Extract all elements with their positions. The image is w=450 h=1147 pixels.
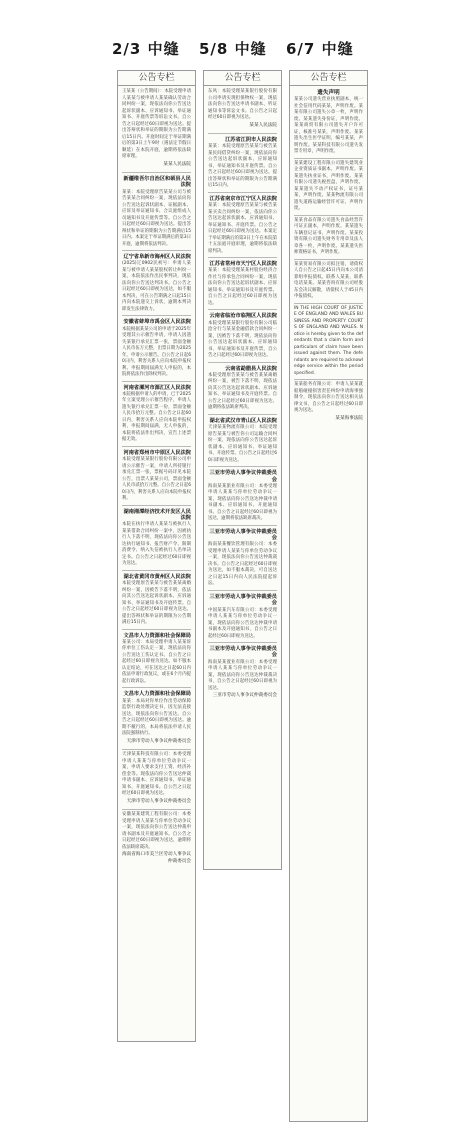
- notice-item: [208, 645, 277, 702]
- notice-item: [294, 262, 363, 301]
- notice-issuer: 天津市劳动人事争议仲裁委员会: [126, 738, 191, 744]
- notice-body: 本院受理原告某某与被告某某离婚纠纷一案，因被告下落不明，依法向其公告送达起诉状副本、应诉通知书、举证通知书及开庭传票。自公告之日起经过60日即视为送达。提出答辩状和举证的期限为公告期满后15日内。: [122, 581, 191, 626]
- notice-divider: [208, 257, 277, 258]
- notice-title: 三亚市劳动人事争议仲裁委员会: [209, 528, 277, 542]
- notice-body: 某某公司：本局受理申请人某某诉你单位工伤认定一案，现依法向你公告送达工伤认定书。自公告之日起经过60日即视为送达。如不服本认定结论，可在送达之日起60日内依法申请行政复议，或在6个月内提起行政诉讼。: [122, 639, 191, 684]
- notice-body: 某某：本院受理原告某某公司与被告某某合同纠纷一案，现依法向你公告送达起诉状副本、证据副本、应诉及举证通知书、合议庭组成人员通知书及开庭传票等。自公告之日起经过60日即视为送达。提出答辩状和举证的期限为公告期满后15日内。本案定于举证期满后的第3日开庭，逾期将依法判决。: [122, 189, 191, 247]
- notice-divider: [294, 215, 363, 216]
- notice-title: 河南省郑州市中原区人民法院: [123, 449, 191, 456]
- notice-title: 三亚市劳动人事争议仲裁委员会: [209, 646, 277, 659]
- notice-body: 某某贸易有限公司拟注销，请债权人自公告之日起45日内向本公司清算组申报债权。联系人某某，联系电话某某。某某咨询有限公司经股东会决议解散，请债权人于45日内申报债权。: [294, 261, 363, 300]
- notice-body: 某某公司遗失营业执照副本，统一社会信用代码某某，声明作废。某某有限公司遗失公章一枚，声明作废。某某遗失身份证，声明作废。某某商贸有限公司遗失开户许可证，核准号某某，声明作废。某某遗失出生医学证明，编号某某，声明作废。某某科技有限公司遗失发票专用章，声明作废。: [294, 97, 363, 155]
- notice-title: 文昌市人力资源和社会保障局: [123, 691, 191, 698]
- notice-divider: [122, 172, 191, 173]
- heading-col-3: 6/7 中缝: [286, 40, 354, 58]
- notice-title: 江苏省常州市天宁区人民法院: [209, 261, 277, 268]
- notice-divider: [208, 466, 277, 467]
- notice-item: [122, 573, 191, 627]
- notice-body: 本院受理原告某某与被告某某离婚纠纷一案，被告下落不明，现依法向其公告送达起诉状副本、应诉通知书、举证通知书及开庭传票。自公告之日起经过60日即视为送达，逾期将依法缺席判决。: [208, 372, 277, 411]
- notice-body: 某某：本院受理某某村股份经济合作社与你承包合同纠纷一案，现依法向你公告送达起诉状副本、应诉通知书、举证通知书及开庭传票。自公告之日起经过60日即视为送达。: [208, 268, 277, 306]
- notice-issuer: 某某海事法院: [335, 415, 363, 421]
- notice-issuer: 某某人民法院: [163, 161, 191, 167]
- notice-item: [208, 417, 277, 464]
- notice-divider: [122, 381, 191, 382]
- notice-item: [122, 384, 191, 444]
- column-header: 公告专栏: [118, 71, 195, 86]
- column-header: 公告专栏: [290, 71, 367, 86]
- notice-title: 云南省勐腊县人民法院: [225, 365, 277, 372]
- notice-item: [294, 218, 363, 257]
- column-header: 公告专栏: [204, 71, 281, 86]
- notice-title: 江苏省南京市江宁区人民法院: [209, 195, 277, 202]
- notice-title: 云南省临沧市临翔区人民法院: [209, 313, 277, 320]
- notice-item: [208, 365, 277, 412]
- notice-divider: [122, 570, 191, 571]
- notice-body: 天津某某科技有限公司：本委受理申请人某某与你单位劳动争议一案，申请人要求支付工资、经济补偿金等。现依法向你公告送达仲裁申请书副本、应诉通知书、举证通知书、开庭通知书。自公告之日起经过60日即视为送达。: [122, 752, 191, 797]
- notice-title: 河南省漯河市源汇区人民法院: [123, 384, 191, 391]
- notice-item: [122, 690, 191, 747]
- notice-body: (2025)辽0902民初号：申请人某某与被申请人某某股权转让纠纷一案，本院依法作出民事判决，现依法向你公告送达判决书。自公告之日起经过60日即视为送达，如不服本判决，可在公告期满之日起15日内向本院递交上诉状，逾期本判决即发生法律效力。: [122, 261, 191, 312]
- notice-issuer: 某某人民法院: [249, 122, 277, 128]
- notice-item: [122, 632, 191, 686]
- notice-item: [122, 318, 191, 378]
- notice-body: 本院根据申请人的申请，已于2025年立案受理公示催告程序，申请人遗失银行承兑汇票一份，票面金额人民币拾万元整。自公告之日起60日内，利害关系人应向本院申报权利，申报期间届满，无人申报的，本院将依法作出判决，宣告上述票据无效。: [122, 391, 191, 443]
- notice-item: [122, 449, 191, 503]
- notice-divider: [122, 250, 191, 251]
- notice-body: 某某船务有限公司：申请人某某就船舶碰撞损害责任纠纷申请海事强制令，现依法向你公告送达相关法律文书，自公告之日起经过60日即视为送达。: [294, 382, 363, 414]
- notice-column-3: [289, 70, 368, 1122]
- notice-body: 海南某某置业有限公司：本委受理申请人某某与你单位劳动争议一案，现依法向你公告送达仲裁裁决书，自公告之日起经过60日即视为送达。: [208, 659, 277, 691]
- notice-title: 遗失声明: [317, 90, 340, 96]
- notice-divider: [122, 505, 191, 506]
- notice-item: [208, 136, 277, 190]
- notice-item: [208, 195, 277, 255]
- notice-divider: [122, 809, 191, 810]
- notice-title: 湖北省武汉市青山区人民法院: [209, 417, 277, 424]
- notice-divider: [208, 414, 277, 415]
- notice-item: [122, 508, 191, 568]
- notice-body: 海南某某旅业有限公司：本委受理申请人某某与你单位劳动争议一案，现依法向你公告送达仲裁申请书副本、应诉通知书、开庭通知书。自公告之日起经过60日即视为送达，逾期将依法缺席裁决。: [208, 483, 277, 522]
- notice-issuer: 三亚市劳动人事争议仲裁委员会: [212, 693, 277, 699]
- heading-col-2: 5/8 中缝: [199, 40, 267, 58]
- notice-body: IN THE HIGH COURT OF JUSTICE OF ENGLAND AND WALES BUSINESS AND PROPERTY COURTS OF ENGLAND AND WALES. Notice is hereby given to the defendants that a claim form and particulars of claim have been issued against them. The defendants are required to acknowledge service within the period specified.: [294, 305, 363, 376]
- notice-column-1: [117, 70, 196, 1042]
- notice-divider: [208, 642, 277, 643]
- notice-item: [294, 89, 363, 156]
- notice-title: 文昌市人力资源和社会保障局: [123, 632, 191, 639]
- notice-item: [208, 528, 277, 588]
- notice-title: 三亚市劳动人事争议仲裁委员会: [209, 470, 277, 483]
- notice-divider: [208, 309, 277, 310]
- notice-item: [208, 89, 277, 131]
- notice-body: 中国某某汽车有限公司：本委受理申请人某某与你单位劳动争议一案，现依法向你公告送达仲裁申请书副本及开庭通知书，自公告之日起经过60日即视为送达。: [208, 607, 277, 639]
- notice-item: [122, 752, 191, 807]
- notice-issuer: 天津市劳动人事争议仲裁委员会: [126, 798, 191, 804]
- notice-divider: [294, 259, 363, 260]
- notice-item: [294, 306, 363, 378]
- notice-title: 湖南湘潭经济技术开发区人民法院: [123, 508, 191, 522]
- notice-item: [122, 175, 191, 248]
- notice-divider: [294, 379, 363, 380]
- notice-item: [208, 469, 277, 523]
- notice-body: 某某食品有限公司遗失食品经营许可证正副本，声明作废。某某遗失车辆登记证书，声明作废。某某投资有限公司遗失财务专用章及法人章各一枚，声明作废。某某遗失医师资格证书，声明作废。: [294, 217, 363, 256]
- notice-body: 海南某某餐饮管理有限公司：本委受理申请人某某与你单位劳动争议一案，现依法向你公告送达仲裁裁决书。自公告之日起经过60日即视为送达，如不服本裁决，可自送达之日起15日内向人民法院提起诉讼。: [208, 542, 277, 587]
- column-body: [118, 86, 195, 869]
- notice-divider: [208, 525, 277, 526]
- notice-divider: [208, 192, 277, 193]
- notice-divider: [208, 362, 277, 363]
- notice-divider: [208, 590, 277, 591]
- notice-divider: [122, 446, 191, 447]
- notice-divider: [122, 315, 191, 316]
- notice-divider: [294, 158, 363, 159]
- notice-body: 本院受理某某银行股份有限公司临沧分行与某某金融借款合同纠纷一案，因被告下落不明，现依法向你公告送达起诉状副本、应诉通知书、举证通知书及开庭传票，自公告之日起经过60日即视为送达。: [208, 320, 277, 359]
- notice-issuer: 海南省海口市美兰区劳动人事争议仲裁委员会: [122, 852, 191, 864]
- notice-title: 三亚市劳动人事争议仲裁委员会: [209, 593, 277, 607]
- notice-item: [122, 812, 191, 867]
- notice-column-2: [203, 70, 282, 870]
- notice-divider: [122, 629, 191, 630]
- column-body: [290, 86, 367, 426]
- notice-title: 辽宁省阜新市海州区人民法院: [123, 254, 191, 261]
- notice-title: 安徽省蚌埠市禹会区人民法院: [123, 319, 191, 326]
- notice-divider: [122, 749, 191, 750]
- notice-divider: [122, 687, 191, 688]
- notice-item: [122, 89, 191, 170]
- notice-item: [208, 593, 277, 640]
- notice-divider: [294, 303, 363, 304]
- notice-item: [208, 260, 277, 307]
- notice-body: 本院受理某某银行股份有限公司申请公示催告一案，申请人所持银行承兑汇票一张，票据号码详见本院公告，出票人某某公司，票面金额人民币贰拾万元整。自公告之日起60日内，利害关系人应向本院申报权利。: [122, 457, 191, 502]
- notice-title: 湖北省黄冈市黄州区人民法院: [123, 573, 191, 580]
- notice-body: 本院在执行申请人某某与被执行人某某借款合同纠纷一案中，因被执行人下落不明，现依法向你公告送达执行通知书、报告财产令、限制消费令、纳入失信被执行人名单决定书。自公告之日起经过60日即视为送达。: [122, 522, 191, 567]
- notice-body: 某某建设工程有限公司遗失建筑业企业资质证书副本，声明作废。某某遗失执业证书，声明作废。某某有限公司遗失税控盘，声明作废。某某遗失不动产权证书，证号某某，声明作废。某某物流有限公司遗失道路运输经营许可证，声明作废。: [294, 160, 363, 212]
- notice-item: [294, 161, 363, 213]
- notice-title: 新疆维吾尔自治区和硕县人民法院: [123, 176, 191, 189]
- notice-item: [208, 312, 277, 359]
- notice-body: 东风：本院受理某某银行股份有限公司申请实现担保物权一案，现依法向你公告送达申请书副本、听证通知书等诉讼文书。自公告之日起经过60日即视为送达。: [208, 89, 277, 120]
- notice-title: 江苏省江阴市人民法院: [225, 137, 277, 143]
- notice-body: 安徽某某建筑工程有限公司：本委受理申请人某某与你单位劳动争议一案，现依法向你公告送达仲裁申请书副本及开庭通知书。自公告之日起经过60日即视为送达，逾期将依法缺席裁决。: [122, 812, 191, 850]
- notice-body: 某某：本院受理原告某某与被告某某买卖合同纠纷一案，依法向你公告送达起诉状副本、应诉通知书、举证通知书、开庭传票。自公告之日起经过60日即视为送达。本案定于举证期满后的第3日上午在本院第十五法庭开庭审理，逾期将依法缺席判决。: [208, 203, 277, 254]
- notice-item: [122, 253, 191, 313]
- notice-body: 某某：本院受理原告某某与被告某某民间借贷纠纷一案，现依法向你公告送达起诉状副本、应诉通知书、举证通知书及开庭传票。自公告之日起经过60日即视为送达。提出答辩状和举证的期限为公告期满后15日内。: [208, 144, 277, 189]
- notice-body: 天津某某物流有限公司：本院受理原告某某与被告你公司运输合同纠纷一案，现依法向你公告送达起诉状副本、应诉通知书、举证通知书、开庭传票。自公告之日起经过60日即视为送达。: [208, 425, 277, 463]
- notice-body: 王某某（公告期间）：本院受理申请人某某与被申请人某某确认劳动合同纠纷一案，现依法向你公告送达起诉状副本、应诉通知书、举证通知书、开庭传票等诉讼文书。自公告之日起经过60日即视为送达。提出答辩状和举证的期限为公告期满后15日内。开庭时间定于举证期满后的第3日上午9时（遇法定节假日顺延）在本院开庭，逾期将依法缺席审理。: [122, 89, 191, 159]
- heading-col-1: 2/3 中缝: [112, 40, 180, 58]
- column-body: [204, 86, 281, 704]
- notice-divider: [208, 133, 277, 134]
- notice-body: 本院根据某某公司的申请于2025年受理其公示催告申请，申请人因遗失某银行承兑汇票一张，票面金额人民币伍万元整，出票日期为2025年，申请公示催告。自公告之日起60日内，利害关系人应向本院申报权利。申报期间届满无人申报的，本院将依法作出除权判决。: [122, 326, 191, 378]
- notice-body: 某某：本局对你单位作出劳动保障监察行政处理决定书，因无法直接送达，现依法向你公告送达。自公告之日起经过60日即视为送达。逾期不履行的，本局将依法申请人民法院强制执行。: [122, 698, 191, 737]
- notice-item: [294, 382, 363, 424]
